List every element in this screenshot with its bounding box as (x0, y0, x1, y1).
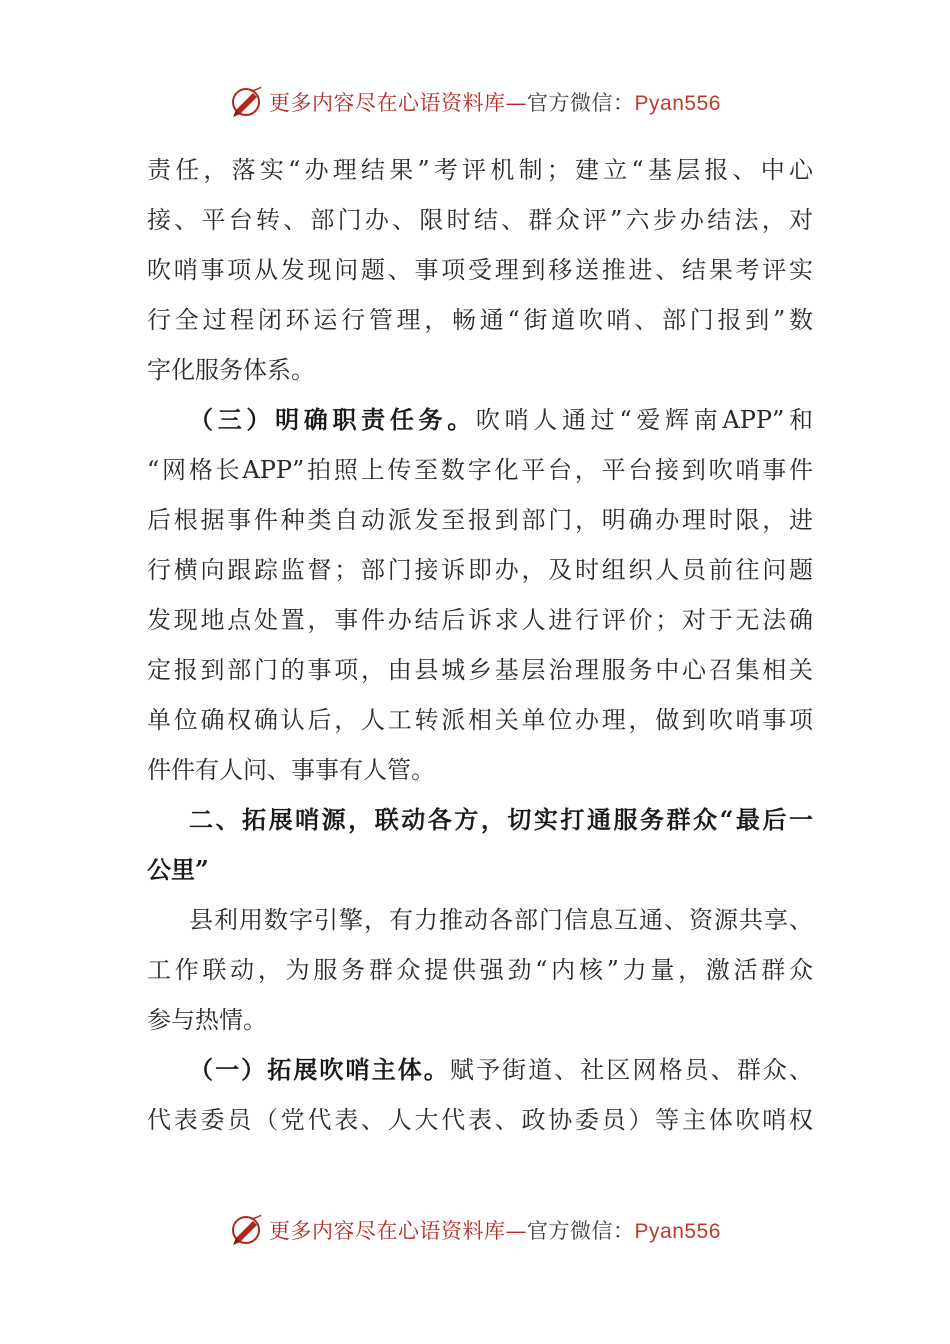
header-banner-text (269, 87, 721, 117)
banner-dash: — (505, 1219, 528, 1243)
text-line: 后根据事件种类自动派发至报到部门，明确办理时限，进 (147, 506, 813, 534)
text-line: “网格长APP”拍照上传至数字化平台，平台接到吹哨事件 (147, 456, 813, 484)
banner-dash: — (505, 91, 528, 115)
text-line (147, 1045, 813, 1095)
banner-wechat-id: Pyan556 (634, 1220, 721, 1243)
text-line: 吹哨事项从发现问题、事项受理到移送推进、结果考评实 (147, 256, 813, 284)
text-line (147, 395, 813, 445)
footer-banner-text (269, 1215, 721, 1245)
banner-wechat-label: 官方微信： (527, 91, 635, 115)
text-line: 件件有人问、事事有人管。 (147, 756, 435, 784)
text-line: 工作联动，为服务群众提供强劲“内核”力量，激活群众 (147, 956, 813, 984)
text-line: 发现地点处置，事件办结后诉求人进行评价；对于无法确 (147, 606, 813, 634)
text-line: 定报到部门的事项，由县城乡基层治理服务中心召集相关 (147, 656, 813, 684)
paragraph-clarify-duties (147, 395, 813, 795)
text-span: 赋予街道、社区网格员、群众、 (449, 1056, 814, 1084)
heading-line: 二、拓展哨源，联动各方，切实打通服务群众“最后一 (189, 805, 813, 834)
footer-banner (0, 1210, 950, 1250)
text-line: 行全过程闭环运行管理，畅通“街道吹哨、部门报到”数 (147, 306, 813, 334)
text-line: 接、平台转、部门办、限时结、群众评”六步办结法，对 (147, 206, 813, 234)
text-line: 字化服务体系。 (147, 356, 315, 384)
banner-wechat-label: 官方微信： (527, 1219, 635, 1243)
heading-line: 公里” (147, 855, 209, 884)
paragraph-responsibility (147, 145, 813, 395)
text-line: 行横向跟踪监督；部门接诉即办，及时组织人员前往问题 (147, 556, 813, 584)
document-body (147, 145, 813, 1145)
section-subheading: （一）拓展吹哨主体。 (189, 1055, 450, 1084)
banner-site-text: 更多内容尽在心语资料库 (269, 1219, 506, 1243)
banner-wechat-id: Pyan556 (634, 92, 721, 115)
text-span: 吹哨人通过“爱辉南APP”和 (475, 406, 814, 434)
text-line: 参与热情。 (147, 1006, 267, 1034)
text-line: 县利用数字引擎，有力推动各部门信息互通、资源共享、 (189, 906, 813, 934)
text-line: 代表委员（党代表、人大代表、政协委员）等主体吹哨权 (147, 1106, 813, 1134)
section-subheading: （三）明确职责任务。 (189, 405, 476, 434)
text-line: 责任，落实“办理结果”考评机制；建立“基层报、中心 (147, 156, 813, 184)
paragraph-digital-engine (147, 895, 813, 1045)
banner-site-text: 更多内容尽在心语资料库 (269, 91, 506, 115)
pen-logo-icon (229, 1213, 263, 1247)
pen-logo-icon (229, 85, 263, 119)
section-heading-2 (147, 795, 813, 895)
paragraph-expand-subjects (147, 1045, 813, 1145)
text-line: 单位确权确认后，人工转派相关单位办理，做到吹哨事项 (147, 706, 813, 734)
header-banner (0, 82, 950, 122)
